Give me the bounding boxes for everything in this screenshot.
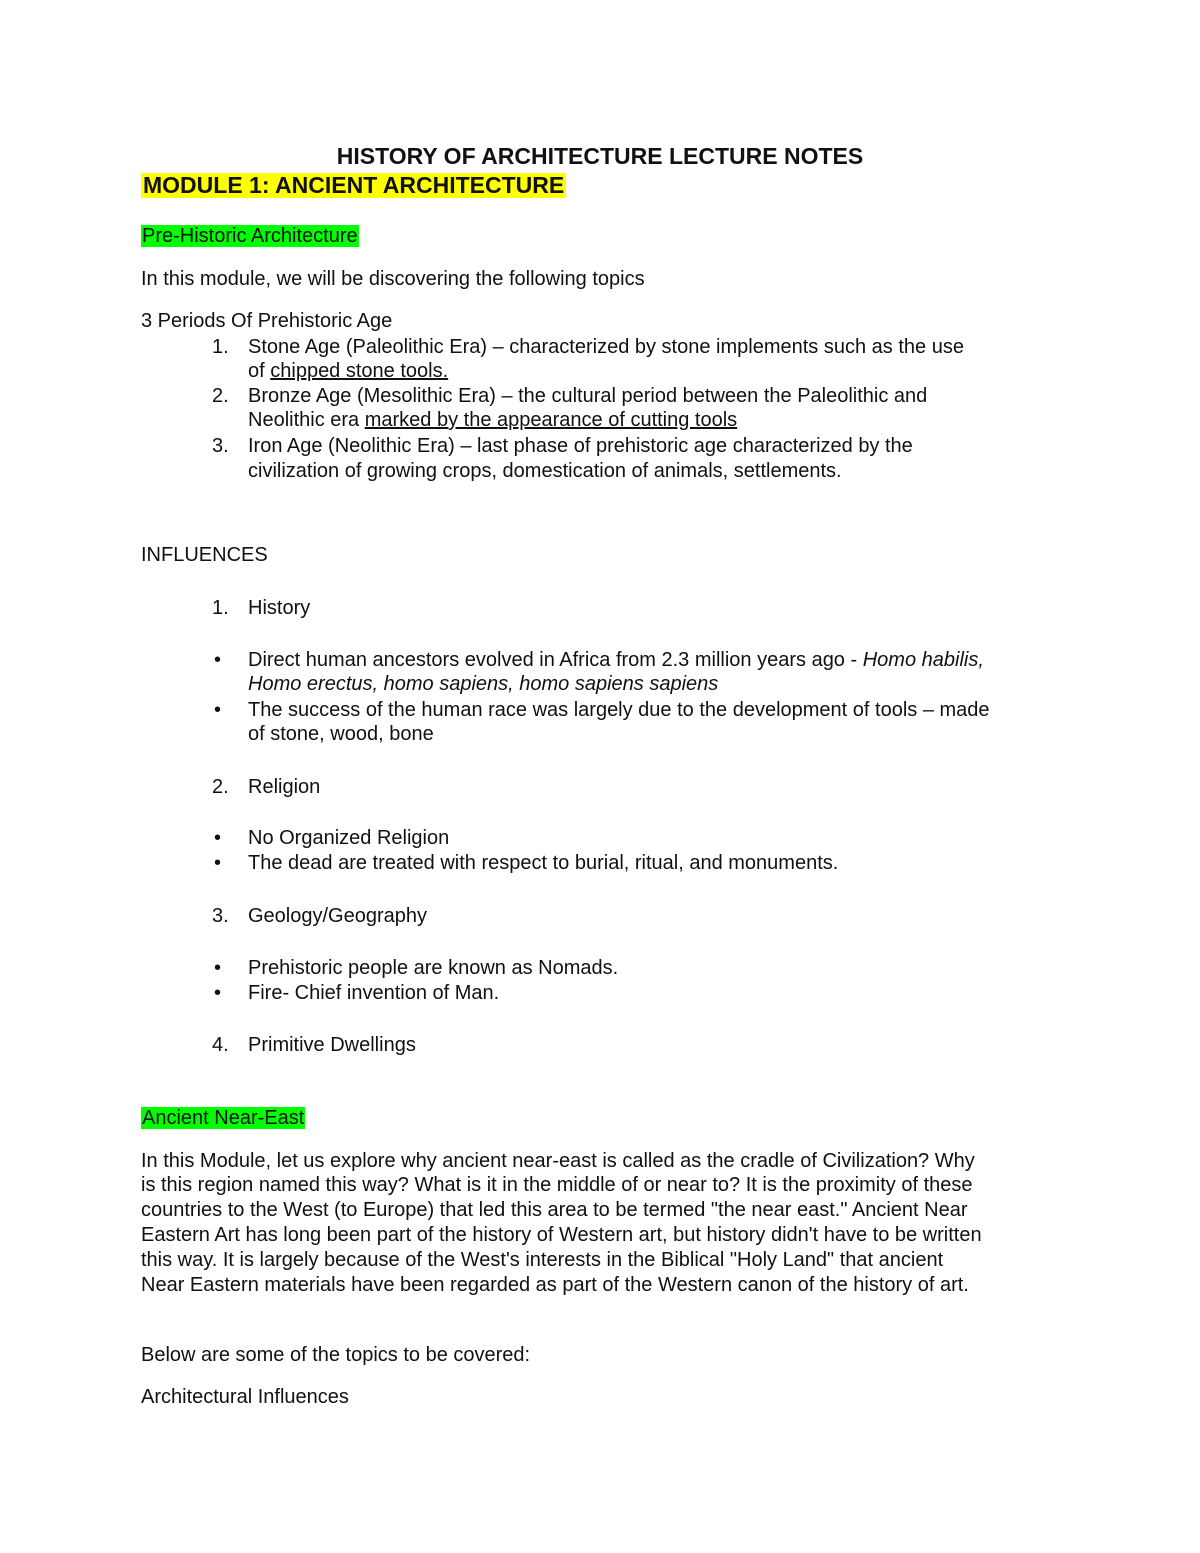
period-number: 1. <box>212 336 229 358</box>
period-text: Stone Age (Paleolithic Era) – characterized by stone implements such as the use <box>248 336 964 358</box>
near-east-paragraph-line: Eastern Art has long been part of the history of Western art, but history didn't have to be written <box>141 1224 982 1246</box>
topics-intro: Below are some of the topics to be covered: <box>141 1344 531 1366</box>
period-text-continued <box>248 359 448 384</box>
bullet-icon: • <box>214 982 222 1004</box>
near-east-heading-text: Ancient Near-East <box>142 1107 305 1129</box>
religion-bullet-2: The dead are treated with respect to burial, ritual, and monuments. <box>248 852 839 874</box>
period-number: 3. <box>212 435 229 457</box>
near-east-paragraph-line: is this region named this way? What is it in the middle of or near to? It is the proximity of these <box>141 1174 973 1196</box>
religion-bullet-1: No Organized Religion <box>248 827 450 849</box>
geology-bullet-1: Prehistoric people are known as Nomads. <box>248 957 619 979</box>
period-text: Bronze Age (Mesolithic Era) – the cultural period between the Paleolithic and <box>248 385 928 407</box>
influence-number: 2. <box>212 776 229 798</box>
period-underlined-text: chipped stone tools. <box>270 360 449 382</box>
period-underlined-text: marked by the appearance of cutting tools <box>364 409 738 431</box>
history-bullet-1-continued: Homo erectus, homo sapiens, homo sapiens sapiens <box>248 673 719 695</box>
bullet-icon: • <box>214 699 222 721</box>
period-text-prefix: Neolithic era <box>248 409 365 431</box>
history-bullet-1 <box>248 648 984 673</box>
prehistoric-heading-text: Pre-Historic Architecture <box>142 225 358 247</box>
history-bullet-2-continued: of stone, wood, bone <box>248 723 434 745</box>
influence-number: 4. <box>212 1034 229 1056</box>
bullet-icon: • <box>214 852 222 874</box>
module-intro: In this module, we will be discovering the following topics <box>141 268 645 290</box>
bullet-icon: • <box>214 649 222 671</box>
history-bullet-2: The success of the human race was largely due to the development of tools – made <box>248 699 990 721</box>
periods-heading: 3 Periods Of Prehistoric Age <box>141 310 393 332</box>
influence-label-religion: Religion <box>248 776 321 798</box>
module-heading: MODULE 1: ANCIENT ARCHITECTURE <box>143 172 565 198</box>
period-text-prefix: of <box>248 360 271 382</box>
influences-heading: INFLUENCES <box>141 544 268 566</box>
near-east-paragraph-line: Near Eastern materials have been regarded as part of the Western canon of the history of art. <box>141 1274 969 1296</box>
period-text-continued: civilization of growing crops, domestication of animals, settlements. <box>248 460 842 482</box>
topic-architectural-influences: Architectural Influences <box>141 1386 349 1408</box>
section-heading-near-east <box>141 1106 305 1131</box>
near-east-paragraph-line: In this Module, let us explore why ancient near-east is called as the cradle of Civilization? Why <box>141 1150 975 1172</box>
history-bullet-1-text: Direct human ancestors evolved in Africa from 2.3 million years ago - <box>248 649 863 671</box>
bullet-icon: • <box>214 957 222 979</box>
influence-label-geology: Geology/Geography <box>248 905 428 927</box>
period-number: 2. <box>212 385 229 407</box>
period-text-continued <box>248 408 737 433</box>
influence-number: 3. <box>212 905 229 927</box>
history-bullet-1-italic: Homo habilis, <box>862 649 984 671</box>
period-text: Iron Age (Neolithic Era) – last phase of prehistoric age characterized by the <box>248 435 913 457</box>
page-title: HISTORY OF ARCHITECTURE LECTURE NOTES <box>336 143 864 169</box>
bullet-icon: • <box>214 827 222 849</box>
influence-number: 1. <box>212 597 229 619</box>
near-east-paragraph-line: countries to the West (to Europe) that led this area to be termed "the near east." Ancient Near <box>141 1199 968 1221</box>
influence-label-dwellings: Primitive Dwellings <box>248 1034 416 1056</box>
influence-label-history: History <box>248 597 311 619</box>
near-east-paragraph-line: this way. It is largely because of the West's interests in the Biblical "Holy Land" that ancient <box>141 1249 944 1271</box>
section-heading-prehistoric <box>141 224 359 249</box>
geology-bullet-2: Fire- Chief invention of Man. <box>248 982 500 1004</box>
